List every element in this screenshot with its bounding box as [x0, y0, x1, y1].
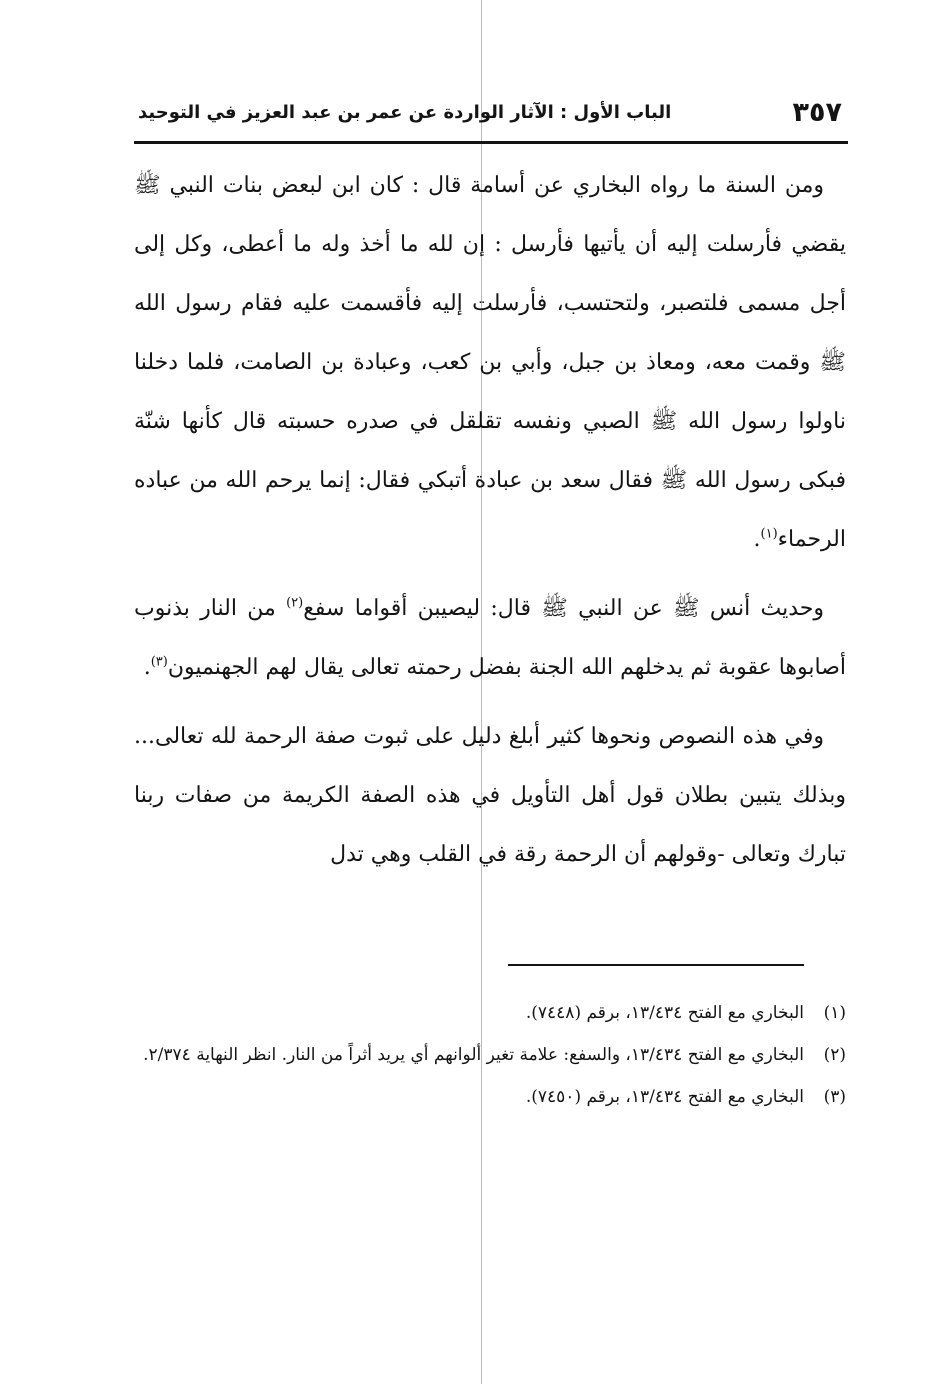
footnote-text: البخاري مع الفتح ١٣/٤٣٤، والسفع: علامة تغير ألوانهم أي يريد أثراً من النار. انظر النهاية ٢/٣٧٤.	[143, 1045, 804, 1065]
paragraph-hadith-anas	[134, 579, 846, 697]
paragraph-text: وفي هذه النصوص ونحوها كثير أبلغ دليل على ثبوت صفة الرحمة لله تعالى... وبذلك يتبين بطلان قول أهل التأويل في هذه الصفة الكريمة من صفات ربنا تبارك وتعالى -وقولهم أن الرحمة رقة في القلب وهي تدل	[134, 724, 846, 867]
paragraph-text-start: وحديث أنس ﷺ عن النبي ﷺ قال: ليصيبن أقواما سفع	[303, 596, 824, 621]
footnote-text: البخاري مع الفتح ١٣/٤٣٤، برقم (٧٤٥٠).	[525, 1087, 804, 1107]
footnote-ref-2: (٢)	[286, 595, 304, 611]
footnote-rule	[508, 964, 804, 966]
header-rule	[134, 141, 848, 144]
footnote-1	[130, 996, 846, 1030]
body-text	[134, 156, 846, 884]
page-number: ٣٥٧	[792, 97, 842, 128]
footnote-ref-3: (٣)	[150, 654, 168, 670]
footnote-number: (٣)	[823, 1087, 846, 1107]
footnote-3	[130, 1080, 846, 1114]
footnotes	[130, 996, 846, 1122]
page-header	[138, 96, 846, 130]
paragraph-text-end: من النار بذنوب أصابوها عقوبة ثم يدخلهم الله الجنة بفضل رحمته تعالى يقال لهم الجهنميون	[134, 596, 846, 680]
footnote-2	[130, 1038, 846, 1072]
running-title: الباب الأول : الآثار الواردة عن عمر بن عبد العزيز في التوحيد	[138, 102, 672, 123]
paragraph-end: .	[753, 527, 761, 552]
paragraph-hadith-osama	[134, 156, 846, 569]
footnote-number: (٢)	[823, 1045, 846, 1065]
footnote-number: (١)	[823, 1003, 846, 1023]
paragraph-text: ومن السنة ما رواه البخاري عن أسامة قال : كان ابن لبعض بنات النبي ﷺ يقضي فأرسلت إليه أن يأتيها فأرسل : إن لله ما أخذ وله ما أعطى، وكل إلى أجل مسمى فلتصبر، ولتحتسب، فأرسلت إليه فأقسمت عليه فقام رسول الله ﷺ وقمت معه، ومعاذ بن جبل، وأبي بن كعب، وعبادة بن الصامت، فلما دخلنا ناولوا رسول الله ﷺ الصبي ونفسه تقلقل في صدره حسبته قال كأنها شنّة فبكى رسول الله ﷺ فقال سعد بن عبادة أتبكي فقال: إنما يرحم الله من عباده الرحماء	[134, 173, 846, 552]
paragraph-end: .	[143, 655, 151, 680]
footnote-text: البخاري مع الفتح ١٣/٤٣٤، برقم (٧٤٤٨).	[525, 1003, 804, 1023]
footnote-ref-1: (١)	[760, 526, 778, 542]
paragraph-conclusion	[134, 707, 846, 884]
